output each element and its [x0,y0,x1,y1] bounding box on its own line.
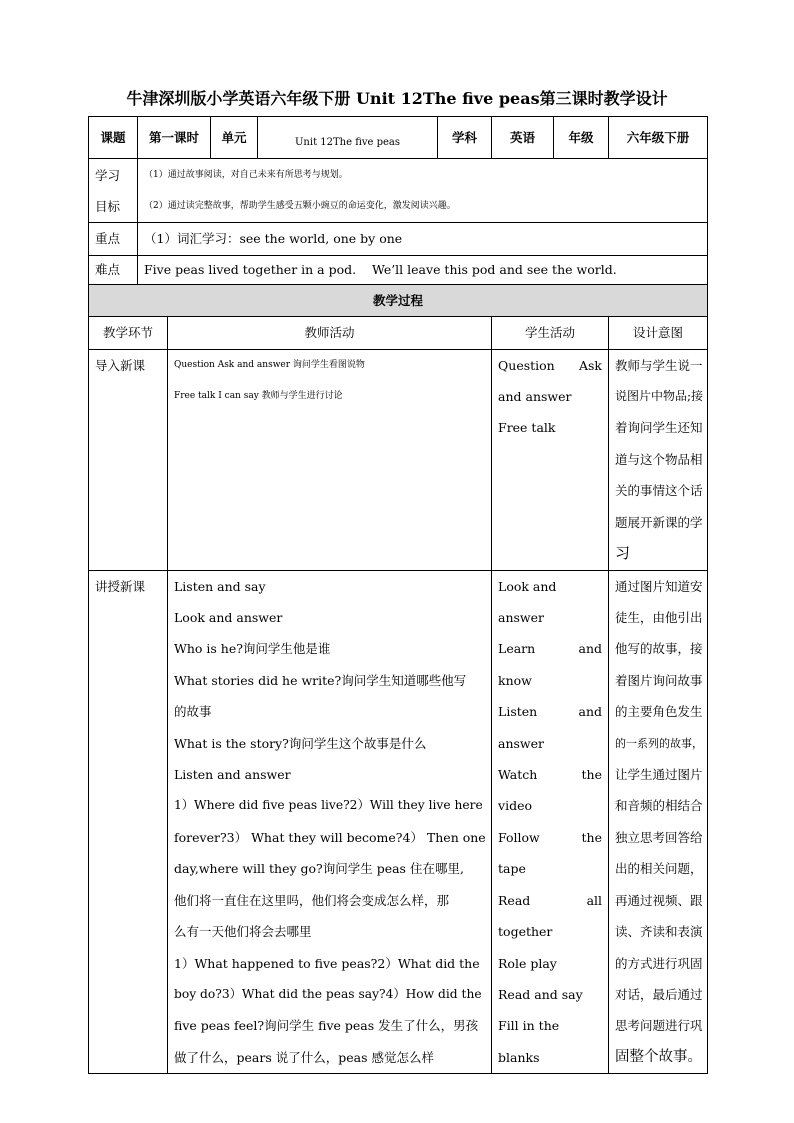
process-header: 教学过程 [89,284,708,316]
student-word: Free talk [498,420,556,436]
student-word: all [586,892,603,908]
student-line [498,916,608,947]
stage-cell: 讲授新课 [89,570,168,1074]
student-word: Listen [498,704,538,720]
design-line: 独立思考回答给 [615,829,703,845]
teacher-line: Free talk I can say 教师与学生进行讨论 [174,391,343,402]
teacher-line: Look and answer [174,610,283,626]
teacher-line: What stories did he write?询问学生知道哪些他写 [174,672,467,688]
student-word: Fill in the [498,1018,560,1034]
student-word: and [578,641,603,657]
key-point-text: （1）词汇学习：see the world, one by one [138,223,708,255]
design-line: 让学生通过图片 [615,767,703,783]
student-line [498,350,608,381]
student-line [498,853,608,884]
teacher-line: 1）Where did five peas live?2）Will they live here [174,798,483,813]
key-point-label: 重点 [89,223,138,255]
stage-cell: 导入新课 [89,349,168,570]
design-line: 再通过视频、跟 [615,892,703,908]
column-header-row [89,317,708,349]
design-line: 题展开新课的学 [615,514,703,530]
teacher-line: five peas feel?询问学生 five peas 发生了什么，男孩 [174,1018,479,1034]
table-row [89,570,708,1074]
teacher-line: 1）What happened to five peas?2）What did the [174,955,480,971]
student-line [498,759,608,790]
student-line [498,948,608,979]
design-line: 习 [615,544,631,563]
teacher-line: Question Ask and answer 询问学生看图说物 [174,359,365,370]
student-line [498,571,608,602]
design-line: 和音频的相结合 [615,798,703,814]
document-title: 牛津深圳版小学英语六年级下册 Unit 12The five peas第三课时教学设计 [126,89,668,108]
col-student: 学生活动 [492,317,609,349]
unit-label: 单元 [211,117,258,159]
student-word: Ask [578,357,603,373]
student-line [498,979,608,1010]
lesson-label: 课题 [89,117,138,159]
teacher-line: day,where will they go?询问学生 peas 住在哪里, [174,861,464,877]
design-line: 思考问题进行巩 [615,1018,703,1034]
student-word: know [498,672,532,688]
student-line [498,1042,608,1073]
design-line: 的主要角色发生 [615,704,703,720]
lesson-plan-table [88,116,708,1074]
student-line [498,412,608,443]
lesson-value: 第一课时 [138,117,211,159]
student-word: answer [498,610,545,626]
goal-line-1: （1）通过故事阅读，对自己未来有所思考与规划。 [144,169,348,180]
grade-value: 六年级下册 [609,117,708,159]
design-line: 出的相关问题， [615,861,703,877]
design-line: 的一系列的故事， [615,736,704,750]
goals-row [89,159,708,223]
design-line: 关的事情这个话 [615,483,703,499]
student-cell [492,349,609,570]
design-line: 读、齐读和表演 [615,924,703,940]
design-line: 通过图片知道安 [615,578,703,594]
student-line [498,602,608,633]
teacher-line: 做了什么，pears 说了什么，peas 感觉怎么样 [174,1049,434,1065]
student-line [498,633,608,664]
subject-value: 英语 [492,117,554,159]
table-row [89,349,708,570]
student-word: the [581,829,603,845]
student-line [498,885,608,916]
teacher-line: Who is he?询问学生他是谁 [174,641,331,657]
teacher-line: 么有一天他们将会去哪里 [174,924,312,940]
student-word: answer [498,735,545,751]
student-word: tape [498,861,526,877]
goal-line-2: （2）通过读完整故事，帮助学生感受五颗小豌豆的命运变化，激发阅读兴趣。 [144,200,456,211]
student-word: Watch [498,767,538,783]
teacher-line: 他们将一直住在这里吗，他们将会变成怎么样，那 [174,892,450,908]
teacher-cell [168,570,492,1074]
design-line: 道与这个物品相 [615,451,703,467]
student-word: Question [498,357,555,373]
design-line: 着图片询问故事 [615,672,703,688]
subject-label: 学科 [438,117,492,159]
student-word: together [498,924,553,940]
student-word: Learn [498,641,536,657]
student-word: blanks [498,1049,540,1065]
design-line: 固整个故事。 [615,1048,703,1065]
student-word: video [498,798,532,814]
info-row [89,117,708,159]
student-line [498,381,608,412]
student-line [498,665,608,696]
student-word: Look and [498,578,557,594]
teacher-line: Listen and answer [174,767,291,783]
goals-label: 学习 目标 [89,159,138,223]
teacher-line: boy do?3）What did the peas say?4）How did the [174,986,482,1001]
difficult-point-text: Five peas lived together in a pod. We’ll leave this pod and see the world. [138,255,708,284]
teacher-line: 的故事 [174,704,212,720]
design-line: 说图片中物品;接 [615,389,704,404]
design-cell [609,570,708,1074]
design-line: 他写的故事，接 [615,641,703,657]
student-cell [492,570,609,1074]
goals-content [138,159,708,223]
student-word: and answer [498,389,572,405]
teacher-line: Listen and say [174,578,266,594]
difficult-point-row [89,255,708,284]
design-line: 教师与学生说一 [615,357,703,373]
design-line: 徒生，由他引出 [615,610,703,626]
student-word: Role play [498,955,557,971]
design-line: 对话，最后通过 [615,986,703,1002]
col-teacher: 教师活动 [168,317,492,349]
student-line [498,696,608,727]
student-line [498,790,608,821]
col-design: 设计意图 [609,317,708,349]
teacher-cell [168,349,492,570]
student-word: Follow [498,829,540,845]
teacher-line: What is the story?询问学生这个故事是什么 [174,735,427,751]
student-word: Read [498,892,531,908]
design-cell [609,349,708,570]
unit-value: Unit 12The five peas [258,117,438,159]
col-stage: 教学环节 [89,317,168,349]
grade-label: 年级 [554,117,609,159]
key-point-row [89,223,708,255]
student-word: the [581,767,603,783]
design-line: 的方式进行巩固 [615,955,703,971]
student-line [498,1010,608,1041]
difficult-point-label: 难点 [89,255,138,284]
student-line [498,822,608,853]
design-line: 着询问学生还知 [615,420,703,436]
student-line [498,728,608,759]
student-word: and [578,704,603,720]
teacher-line: forever?3） What they will become?4） Then one [174,829,486,845]
process-header-row [89,284,708,316]
student-word: Read and say [498,986,583,1002]
